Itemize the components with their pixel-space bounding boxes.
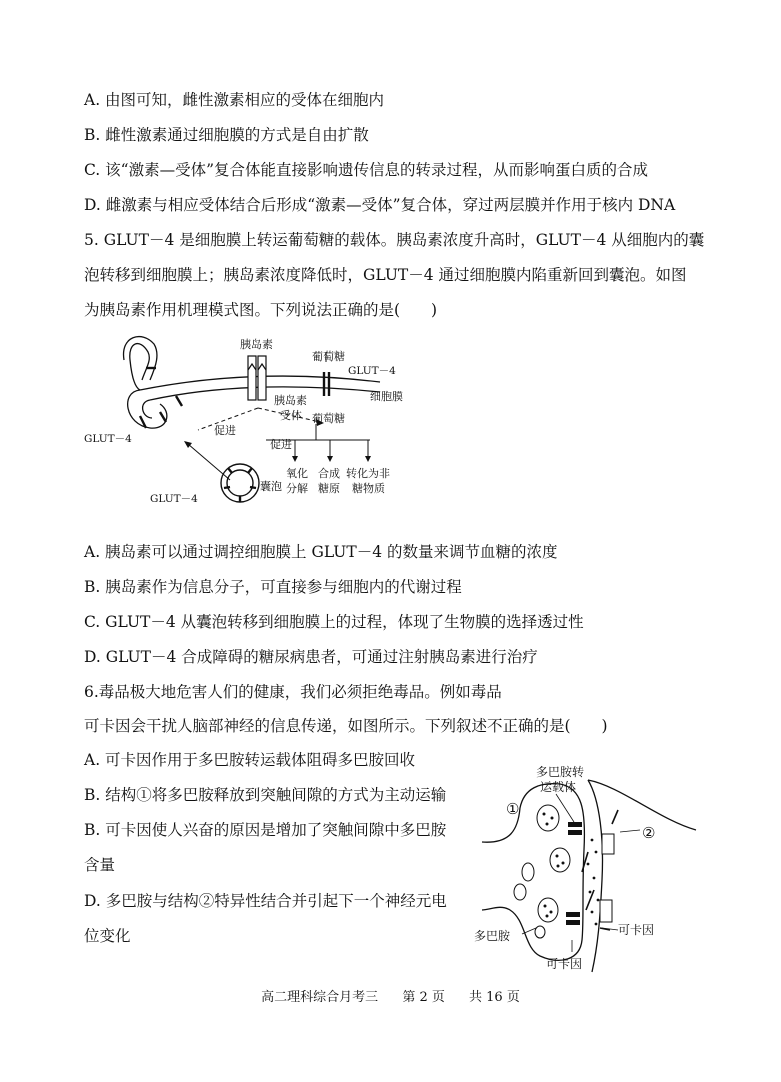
- q5-option-d: D. GLUT－4 合成障碍的糖尿病患者，可通过注射胰岛素进行治疗: [84, 648, 538, 666]
- insulin-receptor: [248, 356, 266, 400]
- footer-page-number: 第 2 页: [402, 990, 445, 1005]
- label-oxidation-2: 分解: [286, 482, 308, 495]
- q5-option-c: C. GLUT－4 从囊泡转移到细胞膜上的过程，体现了生物膜的选择透过性: [84, 613, 584, 631]
- label-insulin: 胰岛素: [240, 338, 273, 351]
- page-footer: [0, 986, 781, 1005]
- q4-option-b: B. 雌性激素通过细胞膜的方式是自由扩散: [84, 126, 369, 144]
- insulin-mechanism-figure: [80, 330, 420, 520]
- q6-stem-line-1: 6.毒品极大地危害人们的健康，我们必须拒绝毒品。例如毒品: [84, 683, 502, 701]
- label-glut4-right: GLUT－4: [348, 365, 396, 377]
- label-structure-2: ②: [642, 824, 656, 842]
- q6-option-c-line-1: B. 可卡因使人兴奋的原因是增加了突触间隙中多巴胺: [84, 821, 447, 839]
- q6-option-d-line-1: D. 多巴胺与结构②特异性结合并引起下一个神经元电: [84, 892, 447, 910]
- synaptic-vesicles: [514, 805, 570, 938]
- dopamine-transporters: [566, 822, 582, 925]
- label-transporter-2: 运载体: [540, 780, 577, 794]
- q5-stem-line-1: 5. GLUT－4 是细胞膜上转运葡萄糖的载体。胰岛素浓度升高时，GLUT－4 从细胞内的囊: [84, 231, 705, 249]
- footer-total-pages: 共 16 页: [469, 990, 520, 1005]
- label-oxidation-1: 氧化: [286, 467, 308, 480]
- postsynaptic-membrane: [588, 780, 696, 972]
- q6-option-b: B. 结构①将多巴胺释放到突触间隙的方式为主动运输: [84, 786, 447, 804]
- label-conversion-1: 转化为非: [346, 467, 390, 480]
- label-glucose-top: 葡萄糖: [312, 350, 345, 363]
- q6-option-c-line-2: 含量: [84, 856, 116, 874]
- q4-option-d: D. 雌激素与相应受体结合后形成“激素—受体”复合体，穿过两层膜并作用于核内 DNA: [84, 196, 676, 214]
- label-glucose-inside: 葡萄糖: [312, 412, 345, 425]
- q6-stem-line-2: 可卡因会干扰人脑部神经的信息传递，如图所示。下列叙述不正确的是( ): [84, 717, 608, 735]
- label-cocaine-bottom: 可卡因: [546, 957, 583, 971]
- label-dopamine: 多巴胺: [474, 929, 511, 943]
- label-receptor-2: 受体: [280, 409, 302, 422]
- q4-option-a: A. 由图可知，雌性激素相应的受体在细胞内: [84, 91, 385, 109]
- q5-option-a: A. 胰岛素可以通过调控细胞膜上 GLUT－4 的数量来调节血糖的浓度: [84, 543, 558, 561]
- label-structure-1: ①: [506, 800, 520, 818]
- synapse-figure: [470, 760, 700, 975]
- label-glycogen-2: 糖原: [318, 482, 340, 495]
- label-glycogen-1: 合成: [318, 467, 340, 480]
- q6-option-a: A. 可卡因作用于多巴胺转运载体阻碍多巴胺回收: [84, 751, 416, 769]
- q5-option-b: B. 胰岛素作为信息分子，可直接参与细胞内的代谢过程: [84, 578, 462, 596]
- label-cocaine-right: 可卡因: [618, 923, 655, 937]
- label-conversion-2: 糖物质: [352, 482, 385, 495]
- label-vesicle: 囊泡: [260, 480, 282, 493]
- footer-exam-name: 高二理科综合月考三: [261, 990, 379, 1005]
- vesicle: [221, 464, 259, 502]
- label-promote-1: 促进: [214, 424, 236, 437]
- label-cell-membrane: 细胞膜: [370, 390, 403, 403]
- label-promote-2: 促进: [270, 438, 292, 451]
- label-glut4-bottom: GLUT－4: [150, 493, 198, 505]
- q6-option-d-line-2: 位变化: [84, 927, 131, 945]
- q4-option-c: C. 该“激素—受体”复合体能直接影响遗传信息的转录过程，从而影响蛋白质的合成: [84, 161, 649, 179]
- q5-stem-line-2: 泡转移到细胞膜上；胰岛素浓度降低时，GLUT－4 通过细胞膜内陷重新回到囊泡。如图: [84, 266, 687, 284]
- q5-stem-line-3: 为胰岛素作用机理模式图。下列说法正确的是( ): [84, 301, 438, 319]
- label-transporter-1: 多巴胺转: [536, 765, 585, 779]
- label-glut4-left: GLUT－4: [84, 433, 132, 445]
- label-receptor-1: 胰岛素: [274, 394, 307, 407]
